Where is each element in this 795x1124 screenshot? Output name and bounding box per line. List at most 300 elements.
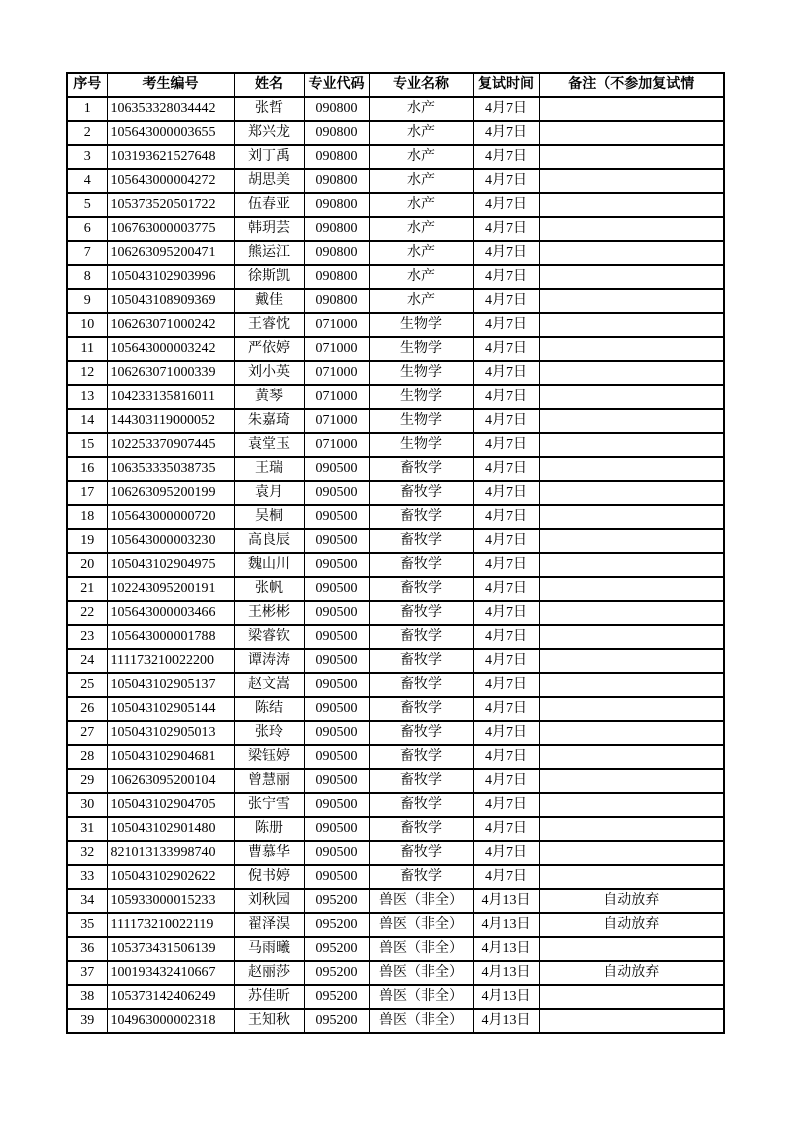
cell-remarks: [539, 313, 724, 337]
cell-serial-no: 9: [67, 289, 107, 313]
cell-candidate-id: 106263071000242: [107, 313, 234, 337]
cell-major-code: 071000: [304, 337, 369, 361]
cell-candidate-id: 102253370907445: [107, 433, 234, 457]
cell-remarks: [539, 673, 724, 697]
cell-serial-no: 33: [67, 865, 107, 889]
cell-name: 倪书婷: [234, 865, 304, 889]
cell-serial-no: 10: [67, 313, 107, 337]
cell-retest-date: 4月7日: [473, 241, 539, 265]
cell-major-name: 畜牧学: [369, 769, 473, 793]
cell-name: 赵丽莎: [234, 961, 304, 985]
column-header-major-code: 专业代码: [304, 73, 369, 97]
cell-remarks: [539, 649, 724, 673]
column-header-name: 姓名: [234, 73, 304, 97]
table-row: [67, 121, 724, 145]
cell-serial-no: 21: [67, 577, 107, 601]
cell-candidate-id: 106353335038735: [107, 457, 234, 481]
cell-serial-no: 26: [67, 697, 107, 721]
cell-major-name: 生物学: [369, 361, 473, 385]
cell-major-code: 090500: [304, 529, 369, 553]
cell-name: 黄琴: [234, 385, 304, 409]
cell-name: 刘小英: [234, 361, 304, 385]
cell-major-name: 水产: [369, 121, 473, 145]
cell-serial-no: 19: [67, 529, 107, 553]
table-row: [67, 481, 724, 505]
table-row: [67, 889, 724, 913]
cell-retest-date: 4月7日: [473, 289, 539, 313]
table-row: [67, 409, 724, 433]
cell-candidate-id: 821013133998740: [107, 841, 234, 865]
cell-name: 胡思美: [234, 169, 304, 193]
cell-major-name: 畜牧学: [369, 721, 473, 745]
cell-remarks: [539, 97, 724, 121]
cell-name: 张哲: [234, 97, 304, 121]
cell-remarks: [539, 937, 724, 961]
cell-remarks: [539, 505, 724, 529]
cell-retest-date: 4月7日: [473, 193, 539, 217]
table-row: [67, 913, 724, 937]
column-header-candidate-id: 考生编号: [107, 73, 234, 97]
cell-major-name: 兽医（非全）: [369, 1009, 473, 1033]
cell-remarks: [539, 337, 724, 361]
table-row: [67, 601, 724, 625]
cell-retest-date: 4月7日: [473, 505, 539, 529]
cell-retest-date: 4月13日: [473, 937, 539, 961]
cell-major-code: 071000: [304, 409, 369, 433]
cell-candidate-id: 105643000001788: [107, 625, 234, 649]
cell-serial-no: 31: [67, 817, 107, 841]
table-row: [67, 841, 724, 865]
cell-name: 袁堂玉: [234, 433, 304, 457]
cell-major-code: 090800: [304, 97, 369, 121]
cell-name: 翟泽淏: [234, 913, 304, 937]
cell-major-code: 090500: [304, 577, 369, 601]
cell-name: 高良辰: [234, 529, 304, 553]
cell-serial-no: 32: [67, 841, 107, 865]
cell-major-name: 畜牧学: [369, 793, 473, 817]
header-row: [67, 73, 724, 97]
cell-name: 朱嘉琦: [234, 409, 304, 433]
cell-retest-date: 4月7日: [473, 481, 539, 505]
cell-serial-no: 27: [67, 721, 107, 745]
cell-remarks: [539, 265, 724, 289]
cell-retest-date: 4月13日: [473, 985, 539, 1009]
cell-remarks: [539, 385, 724, 409]
table-row: [67, 145, 724, 169]
table-row: [67, 169, 724, 193]
table-row: [67, 865, 724, 889]
cell-serial-no: 15: [67, 433, 107, 457]
cell-candidate-id: 105643000003242: [107, 337, 234, 361]
cell-candidate-id: 105043102905144: [107, 697, 234, 721]
cell-serial-no: 5: [67, 193, 107, 217]
cell-serial-no: 16: [67, 457, 107, 481]
cell-major-code: 090500: [304, 745, 369, 769]
cell-name: 严依婷: [234, 337, 304, 361]
cell-candidate-id: 106263095200471: [107, 241, 234, 265]
cell-candidate-id: 102243095200191: [107, 577, 234, 601]
cell-retest-date: 4月13日: [473, 889, 539, 913]
cell-candidate-id: 106353328034442: [107, 97, 234, 121]
cell-serial-no: 3: [67, 145, 107, 169]
cell-major-name: 生物学: [369, 385, 473, 409]
cell-major-name: 畜牧学: [369, 697, 473, 721]
cell-name: 王瑞: [234, 457, 304, 481]
cell-serial-no: 8: [67, 265, 107, 289]
cell-retest-date: 4月13日: [473, 1009, 539, 1033]
table-row: [67, 649, 724, 673]
table-row: [67, 553, 724, 577]
cell-name: 谭涛涛: [234, 649, 304, 673]
cell-retest-date: 4月7日: [473, 409, 539, 433]
cell-major-name: 畜牧学: [369, 817, 473, 841]
cell-name: 熊运江: [234, 241, 304, 265]
cell-retest-date: 4月7日: [473, 793, 539, 817]
cell-candidate-id: 111173210022200: [107, 649, 234, 673]
cell-remarks: [539, 241, 724, 265]
cell-candidate-id: 144303119000052: [107, 409, 234, 433]
cell-serial-no: 28: [67, 745, 107, 769]
cell-major-code: 090500: [304, 817, 369, 841]
cell-name: 伍春亚: [234, 193, 304, 217]
cell-major-name: 兽医（非全）: [369, 913, 473, 937]
cell-name: 戴佳: [234, 289, 304, 313]
table-row: [67, 793, 724, 817]
cell-retest-date: 4月7日: [473, 433, 539, 457]
cell-serial-no: 22: [67, 601, 107, 625]
cell-name: 王知秋: [234, 1009, 304, 1033]
cell-serial-no: 2: [67, 121, 107, 145]
cell-candidate-id: 105643000003655: [107, 121, 234, 145]
cell-major-code: 090500: [304, 457, 369, 481]
cell-remarks: 自动放弃: [539, 913, 724, 937]
table-row: [67, 217, 724, 241]
table-row: [67, 937, 724, 961]
cell-name: 魏山川: [234, 553, 304, 577]
cell-retest-date: 4月7日: [473, 673, 539, 697]
cell-name: 刘丁禹: [234, 145, 304, 169]
table-row: [67, 721, 724, 745]
cell-major-code: 095200: [304, 1009, 369, 1033]
cell-major-code: 090800: [304, 121, 369, 145]
cell-serial-no: 39: [67, 1009, 107, 1033]
cell-major-name: 生物学: [369, 337, 473, 361]
table-row: [67, 313, 724, 337]
cell-candidate-id: 105043102901480: [107, 817, 234, 841]
cell-name: 王睿忱: [234, 313, 304, 337]
cell-major-code: 090800: [304, 145, 369, 169]
cell-remarks: [539, 985, 724, 1009]
cell-serial-no: 38: [67, 985, 107, 1009]
cell-candidate-id: 104233135816011: [107, 385, 234, 409]
cell-remarks: [539, 577, 724, 601]
cell-remarks: [539, 865, 724, 889]
cell-remarks: [539, 841, 724, 865]
cell-major-code: 071000: [304, 433, 369, 457]
cell-name: 曹慕华: [234, 841, 304, 865]
cell-major-code: 090500: [304, 793, 369, 817]
cell-major-code: 095200: [304, 961, 369, 985]
cell-remarks: [539, 481, 724, 505]
cell-serial-no: 37: [67, 961, 107, 985]
table-row: [67, 385, 724, 409]
cell-remarks: 自动放弃: [539, 889, 724, 913]
cell-major-name: 水产: [369, 241, 473, 265]
column-header-serial-no: 序号: [67, 73, 107, 97]
cell-major-name: 畜牧学: [369, 505, 473, 529]
cell-retest-date: 4月7日: [473, 553, 539, 577]
cell-major-name: 水产: [369, 97, 473, 121]
cell-major-code: 090800: [304, 289, 369, 313]
table-row: [67, 961, 724, 985]
cell-name: 梁睿钦: [234, 625, 304, 649]
cell-retest-date: 4月13日: [473, 913, 539, 937]
table-row: [67, 697, 724, 721]
cell-remarks: [539, 769, 724, 793]
cell-major-name: 水产: [369, 217, 473, 241]
table-row: [67, 985, 724, 1009]
cell-serial-no: 12: [67, 361, 107, 385]
cell-major-name: 兽医（非全）: [369, 985, 473, 1009]
cell-remarks: [539, 793, 724, 817]
cell-remarks: [539, 409, 724, 433]
cell-name: 郑兴龙: [234, 121, 304, 145]
cell-remarks: [539, 721, 724, 745]
cell-remarks: [539, 817, 724, 841]
cell-major-name: 畜牧学: [369, 601, 473, 625]
table-body: [67, 97, 724, 1033]
cell-remarks: [539, 553, 724, 577]
cell-major-code: 090500: [304, 505, 369, 529]
cell-name: 王彬彬: [234, 601, 304, 625]
cell-name: 苏佳昕: [234, 985, 304, 1009]
table-row: [67, 625, 724, 649]
cell-serial-no: 36: [67, 937, 107, 961]
cell-major-name: 生物学: [369, 313, 473, 337]
cell-retest-date: 4月7日: [473, 529, 539, 553]
cell-name: 徐斯凯: [234, 265, 304, 289]
table-row: [67, 769, 724, 793]
cell-major-code: 090800: [304, 169, 369, 193]
cell-serial-no: 4: [67, 169, 107, 193]
cell-name: 韩玥芸: [234, 217, 304, 241]
cell-remarks: [539, 529, 724, 553]
cell-major-code: 090800: [304, 241, 369, 265]
cell-serial-no: 13: [67, 385, 107, 409]
cell-major-name: 畜牧学: [369, 673, 473, 697]
cell-serial-no: 29: [67, 769, 107, 793]
table-row: [67, 529, 724, 553]
cell-major-name: 畜牧学: [369, 457, 473, 481]
cell-remarks: [539, 433, 724, 457]
cell-major-code: 071000: [304, 361, 369, 385]
cell-retest-date: 4月7日: [473, 265, 539, 289]
cell-remarks: [539, 697, 724, 721]
cell-serial-no: 25: [67, 673, 107, 697]
cell-serial-no: 34: [67, 889, 107, 913]
cell-major-code: 090500: [304, 769, 369, 793]
cell-retest-date: 4月7日: [473, 97, 539, 121]
cell-candidate-id: 105043102905013: [107, 721, 234, 745]
table-row: [67, 337, 724, 361]
cell-candidate-id: 105643000000720: [107, 505, 234, 529]
column-header-major-name: 专业名称: [369, 73, 473, 97]
cell-major-name: 水产: [369, 289, 473, 313]
table-row: [67, 577, 724, 601]
cell-name: 曾慧丽: [234, 769, 304, 793]
cell-serial-no: 17: [67, 481, 107, 505]
cell-major-name: 兽医（非全）: [369, 937, 473, 961]
cell-retest-date: 4月7日: [473, 745, 539, 769]
table-row: [67, 97, 724, 121]
cell-serial-no: 24: [67, 649, 107, 673]
cell-major-code: 095200: [304, 937, 369, 961]
cell-candidate-id: 106263095200199: [107, 481, 234, 505]
cell-major-name: 畜牧学: [369, 481, 473, 505]
cell-retest-date: 4月7日: [473, 121, 539, 145]
cell-major-code: 090500: [304, 625, 369, 649]
cell-major-name: 畜牧学: [369, 841, 473, 865]
cell-retest-date: 4月7日: [473, 361, 539, 385]
table-row: [67, 433, 724, 457]
cell-serial-no: 7: [67, 241, 107, 265]
table-row: [67, 1009, 724, 1033]
cell-candidate-id: 100193432410667: [107, 961, 234, 985]
cell-major-name: 畜牧学: [369, 577, 473, 601]
cell-candidate-id: 106263071000339: [107, 361, 234, 385]
cell-retest-date: 4月7日: [473, 697, 539, 721]
cell-major-name: 水产: [369, 265, 473, 289]
cell-major-code: 090500: [304, 649, 369, 673]
cell-major-code: 090500: [304, 553, 369, 577]
cell-major-code: 095200: [304, 913, 369, 937]
cell-remarks: [539, 457, 724, 481]
cell-major-code: 071000: [304, 385, 369, 409]
cell-candidate-id: 106763000003775: [107, 217, 234, 241]
cell-major-code: 090500: [304, 841, 369, 865]
cell-major-code: 090500: [304, 721, 369, 745]
cell-candidate-id: 103193621527648: [107, 145, 234, 169]
cell-retest-date: 4月7日: [473, 577, 539, 601]
cell-major-name: 兽医（非全）: [369, 889, 473, 913]
cell-candidate-id: 105043102904681: [107, 745, 234, 769]
cell-candidate-id: 105043108909369: [107, 289, 234, 313]
column-header-remarks: 备注（不参加复试情: [539, 73, 724, 97]
cell-retest-date: 4月7日: [473, 217, 539, 241]
cell-remarks: [539, 601, 724, 625]
cell-retest-date: 4月7日: [473, 841, 539, 865]
cell-major-code: 090500: [304, 601, 369, 625]
table-row: [67, 505, 724, 529]
cell-major-code: 095200: [304, 889, 369, 913]
cell-major-name: 兽医（非全）: [369, 961, 473, 985]
cell-retest-date: 4月7日: [473, 649, 539, 673]
cell-candidate-id: 105643000003230: [107, 529, 234, 553]
cell-name: 张宁雪: [234, 793, 304, 817]
cell-name: 刘秋园: [234, 889, 304, 913]
cell-candidate-id: 105643000004272: [107, 169, 234, 193]
cell-major-code: 090800: [304, 217, 369, 241]
table-row: [67, 241, 724, 265]
cell-retest-date: 4月7日: [473, 385, 539, 409]
cell-serial-no: 18: [67, 505, 107, 529]
cell-remarks: [539, 625, 724, 649]
cell-remarks: [539, 121, 724, 145]
table-row: [67, 457, 724, 481]
cell-remarks: [539, 745, 724, 769]
cell-major-name: 水产: [369, 193, 473, 217]
cell-major-name: 畜牧学: [369, 529, 473, 553]
cell-remarks: [539, 217, 724, 241]
cell-serial-no: 30: [67, 793, 107, 817]
cell-major-code: 071000: [304, 313, 369, 337]
table-row: [67, 289, 724, 313]
cell-remarks: 自动放弃: [539, 961, 724, 985]
table-row: [67, 673, 724, 697]
cell-candidate-id: 104963000002318: [107, 1009, 234, 1033]
cell-retest-date: 4月7日: [473, 337, 539, 361]
cell-major-name: 生物学: [369, 409, 473, 433]
cell-name: 梁钰婷: [234, 745, 304, 769]
cell-serial-no: 6: [67, 217, 107, 241]
cell-name: 陈册: [234, 817, 304, 841]
cell-serial-no: 23: [67, 625, 107, 649]
cell-retest-date: 4月7日: [473, 457, 539, 481]
cell-candidate-id: 111173210022119: [107, 913, 234, 937]
cell-major-name: 生物学: [369, 433, 473, 457]
cell-serial-no: 11: [67, 337, 107, 361]
cell-remarks: [539, 145, 724, 169]
cell-remarks: [539, 361, 724, 385]
cell-serial-no: 14: [67, 409, 107, 433]
cell-retest-date: 4月7日: [473, 769, 539, 793]
cell-remarks: [539, 1009, 724, 1033]
candidates-table: [66, 72, 725, 1034]
cell-retest-date: 4月7日: [473, 601, 539, 625]
table-header: [67, 73, 724, 97]
cell-candidate-id: 105373520501722: [107, 193, 234, 217]
cell-major-code: 090500: [304, 697, 369, 721]
cell-remarks: [539, 289, 724, 313]
cell-major-name: 畜牧学: [369, 865, 473, 889]
cell-candidate-id: 105643000003466: [107, 601, 234, 625]
cell-major-name: 畜牧学: [369, 625, 473, 649]
cell-candidate-id: 105043102903996: [107, 265, 234, 289]
cell-major-name: 畜牧学: [369, 745, 473, 769]
cell-major-code: 090500: [304, 865, 369, 889]
table-row: [67, 745, 724, 769]
cell-retest-date: 4月7日: [473, 169, 539, 193]
cell-retest-date: 4月7日: [473, 865, 539, 889]
cell-major-code: 090500: [304, 481, 369, 505]
cell-retest-date: 4月7日: [473, 721, 539, 745]
cell-name: 袁月: [234, 481, 304, 505]
cell-retest-date: 4月7日: [473, 145, 539, 169]
cell-major-name: 畜牧学: [369, 649, 473, 673]
table-row: [67, 193, 724, 217]
cell-name: 吴桐: [234, 505, 304, 529]
cell-candidate-id: 105373142406249: [107, 985, 234, 1009]
cell-serial-no: 1: [67, 97, 107, 121]
cell-major-code: 090800: [304, 193, 369, 217]
cell-major-name: 畜牧学: [369, 553, 473, 577]
cell-major-code: 090500: [304, 673, 369, 697]
table-row: [67, 265, 724, 289]
cell-name: 赵文嵩: [234, 673, 304, 697]
cell-retest-date: 4月7日: [473, 313, 539, 337]
cell-candidate-id: 105373431506139: [107, 937, 234, 961]
cell-major-code: 095200: [304, 985, 369, 1009]
